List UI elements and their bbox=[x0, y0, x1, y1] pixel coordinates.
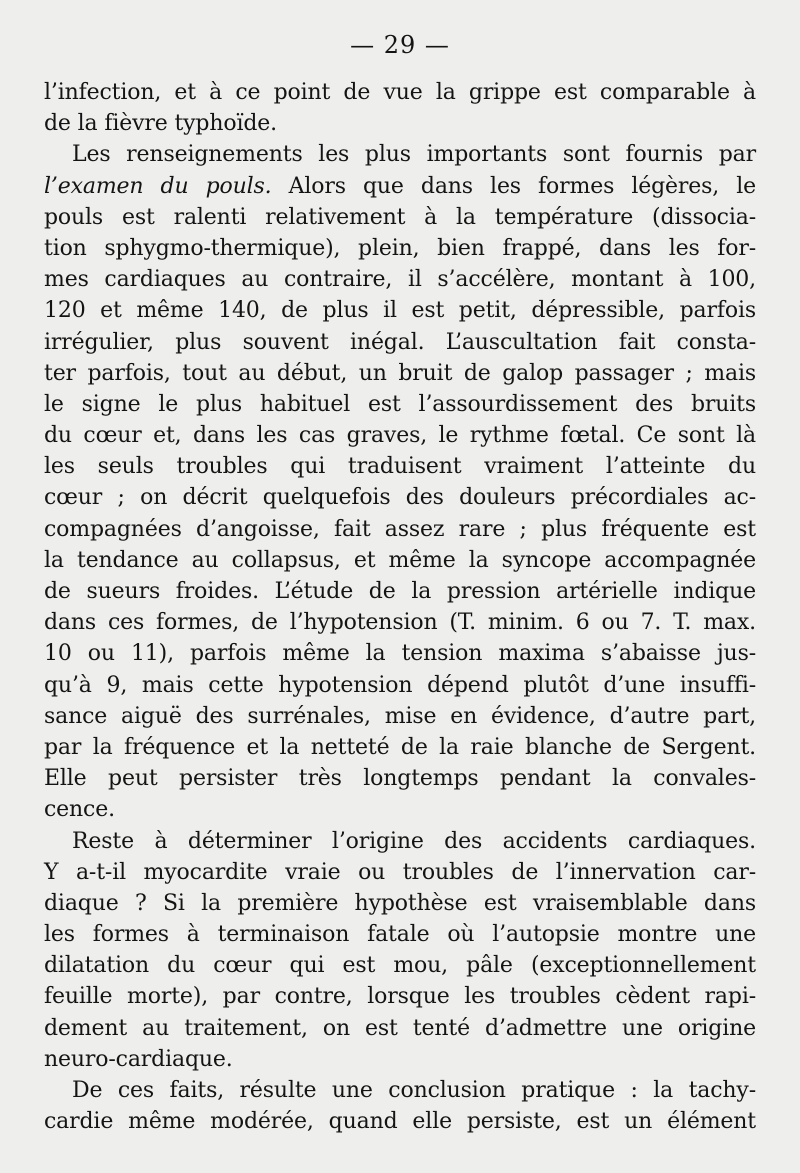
text-line: Les renseignements les plus importants sont fournis par bbox=[72, 142, 756, 168]
text-line: Y a-t-il myocardite vraie ou troubles de l’innervation car- bbox=[44, 859, 756, 885]
text-line: du cœur et, dans les cas graves, le rythme fœtal. Ce sont là bbox=[44, 423, 756, 449]
text-line: la tendance au collapsus, et même la syncope accompagnée bbox=[44, 547, 756, 573]
text-line: cence. bbox=[44, 797, 115, 823]
text-line: irrégulier, plus souvent inégal. L’auscultation fait consta- bbox=[44, 329, 756, 355]
text-line: dilatation du cœur qui est mou, pâle (exceptionnellement bbox=[44, 953, 756, 979]
body-text bbox=[44, 77, 756, 1137]
text-line: dans ces formes, de l’hypotension (T. minim. 6 ou 7. T. max. bbox=[44, 610, 756, 636]
italic-phrase: l’examen du pouls. bbox=[44, 173, 272, 199]
text-line: qu’à 9, mais cette hypotension dépend plutôt d’une insuffi- bbox=[44, 672, 756, 698]
text-line: diaque ? Si la première hypothèse est vraisemblable dans bbox=[44, 890, 756, 916]
text-line: les seuls troubles qui traduisent vraiment l’atteinte du bbox=[44, 454, 756, 480]
text-line: Reste à déterminer l’origine des accidents cardiaques. bbox=[72, 828, 756, 854]
text-line: cœur ; on décrit quelquefois des douleurs précordiales ac- bbox=[44, 485, 756, 511]
text-line: Elle peut persister très longtemps pendant la convales- bbox=[44, 766, 756, 792]
text-line: 120 et même 140, de plus il est petit, dépressible, parfois bbox=[44, 298, 756, 324]
text-line: de la fièvre typhoïde. bbox=[44, 111, 277, 137]
text-line bbox=[44, 171, 756, 202]
text-line: de sueurs froides. L’étude de la pression artérielle indique bbox=[44, 579, 756, 604]
text-line: ter parfois, tout au début, un bruit de galop passager ; mais bbox=[44, 360, 756, 386]
text-line: pouls est ralenti relativement à la température (dissocia- bbox=[44, 204, 756, 230]
text-line: le signe le plus habituel est l’assourdissement des bruits bbox=[44, 391, 756, 417]
text-line: feuille morte), par contre, lorsque les troubles cèdent rapi- bbox=[44, 984, 756, 1010]
text-line: neuro-cardiaque. bbox=[44, 1046, 233, 1072]
text-line: par la fréquence et la netteté de la raie blanche de Sergent. bbox=[44, 734, 756, 760]
text-line: 10 ou 11), parfois même la tension maxima s’abaisse jus- bbox=[44, 641, 756, 667]
text-line: sance aiguë des surrénales, mise en évidence, d’autre part, bbox=[44, 703, 756, 729]
text-line: mes cardiaques au contraire, il s’accélère, montant à 100, bbox=[44, 267, 756, 293]
text-line: tion sphygmo-thermique), plein, bien frappé, dans les for- bbox=[44, 235, 756, 261]
page-number: — 29 — bbox=[350, 31, 450, 59]
text-line: De ces faits, résulte une conclusion pratique : la tachy- bbox=[72, 1078, 756, 1103]
text-line: les formes à terminaison fatale où l’autopsie montre une bbox=[44, 922, 756, 948]
text-run: Alors que dans les formes légères, le bbox=[271, 173, 756, 199]
text-line: compagnées d’angoisse, fait assez rare ; plus fréquente est bbox=[44, 516, 756, 542]
text-line: l’infection, et à ce point de vue la grippe est comparable à bbox=[44, 80, 756, 105]
text-line: cardie même modérée, quand elle persiste, est un élément bbox=[44, 1109, 756, 1135]
text-line: dement au traitement, on est tenté d’admettre une origine bbox=[44, 1015, 756, 1041]
